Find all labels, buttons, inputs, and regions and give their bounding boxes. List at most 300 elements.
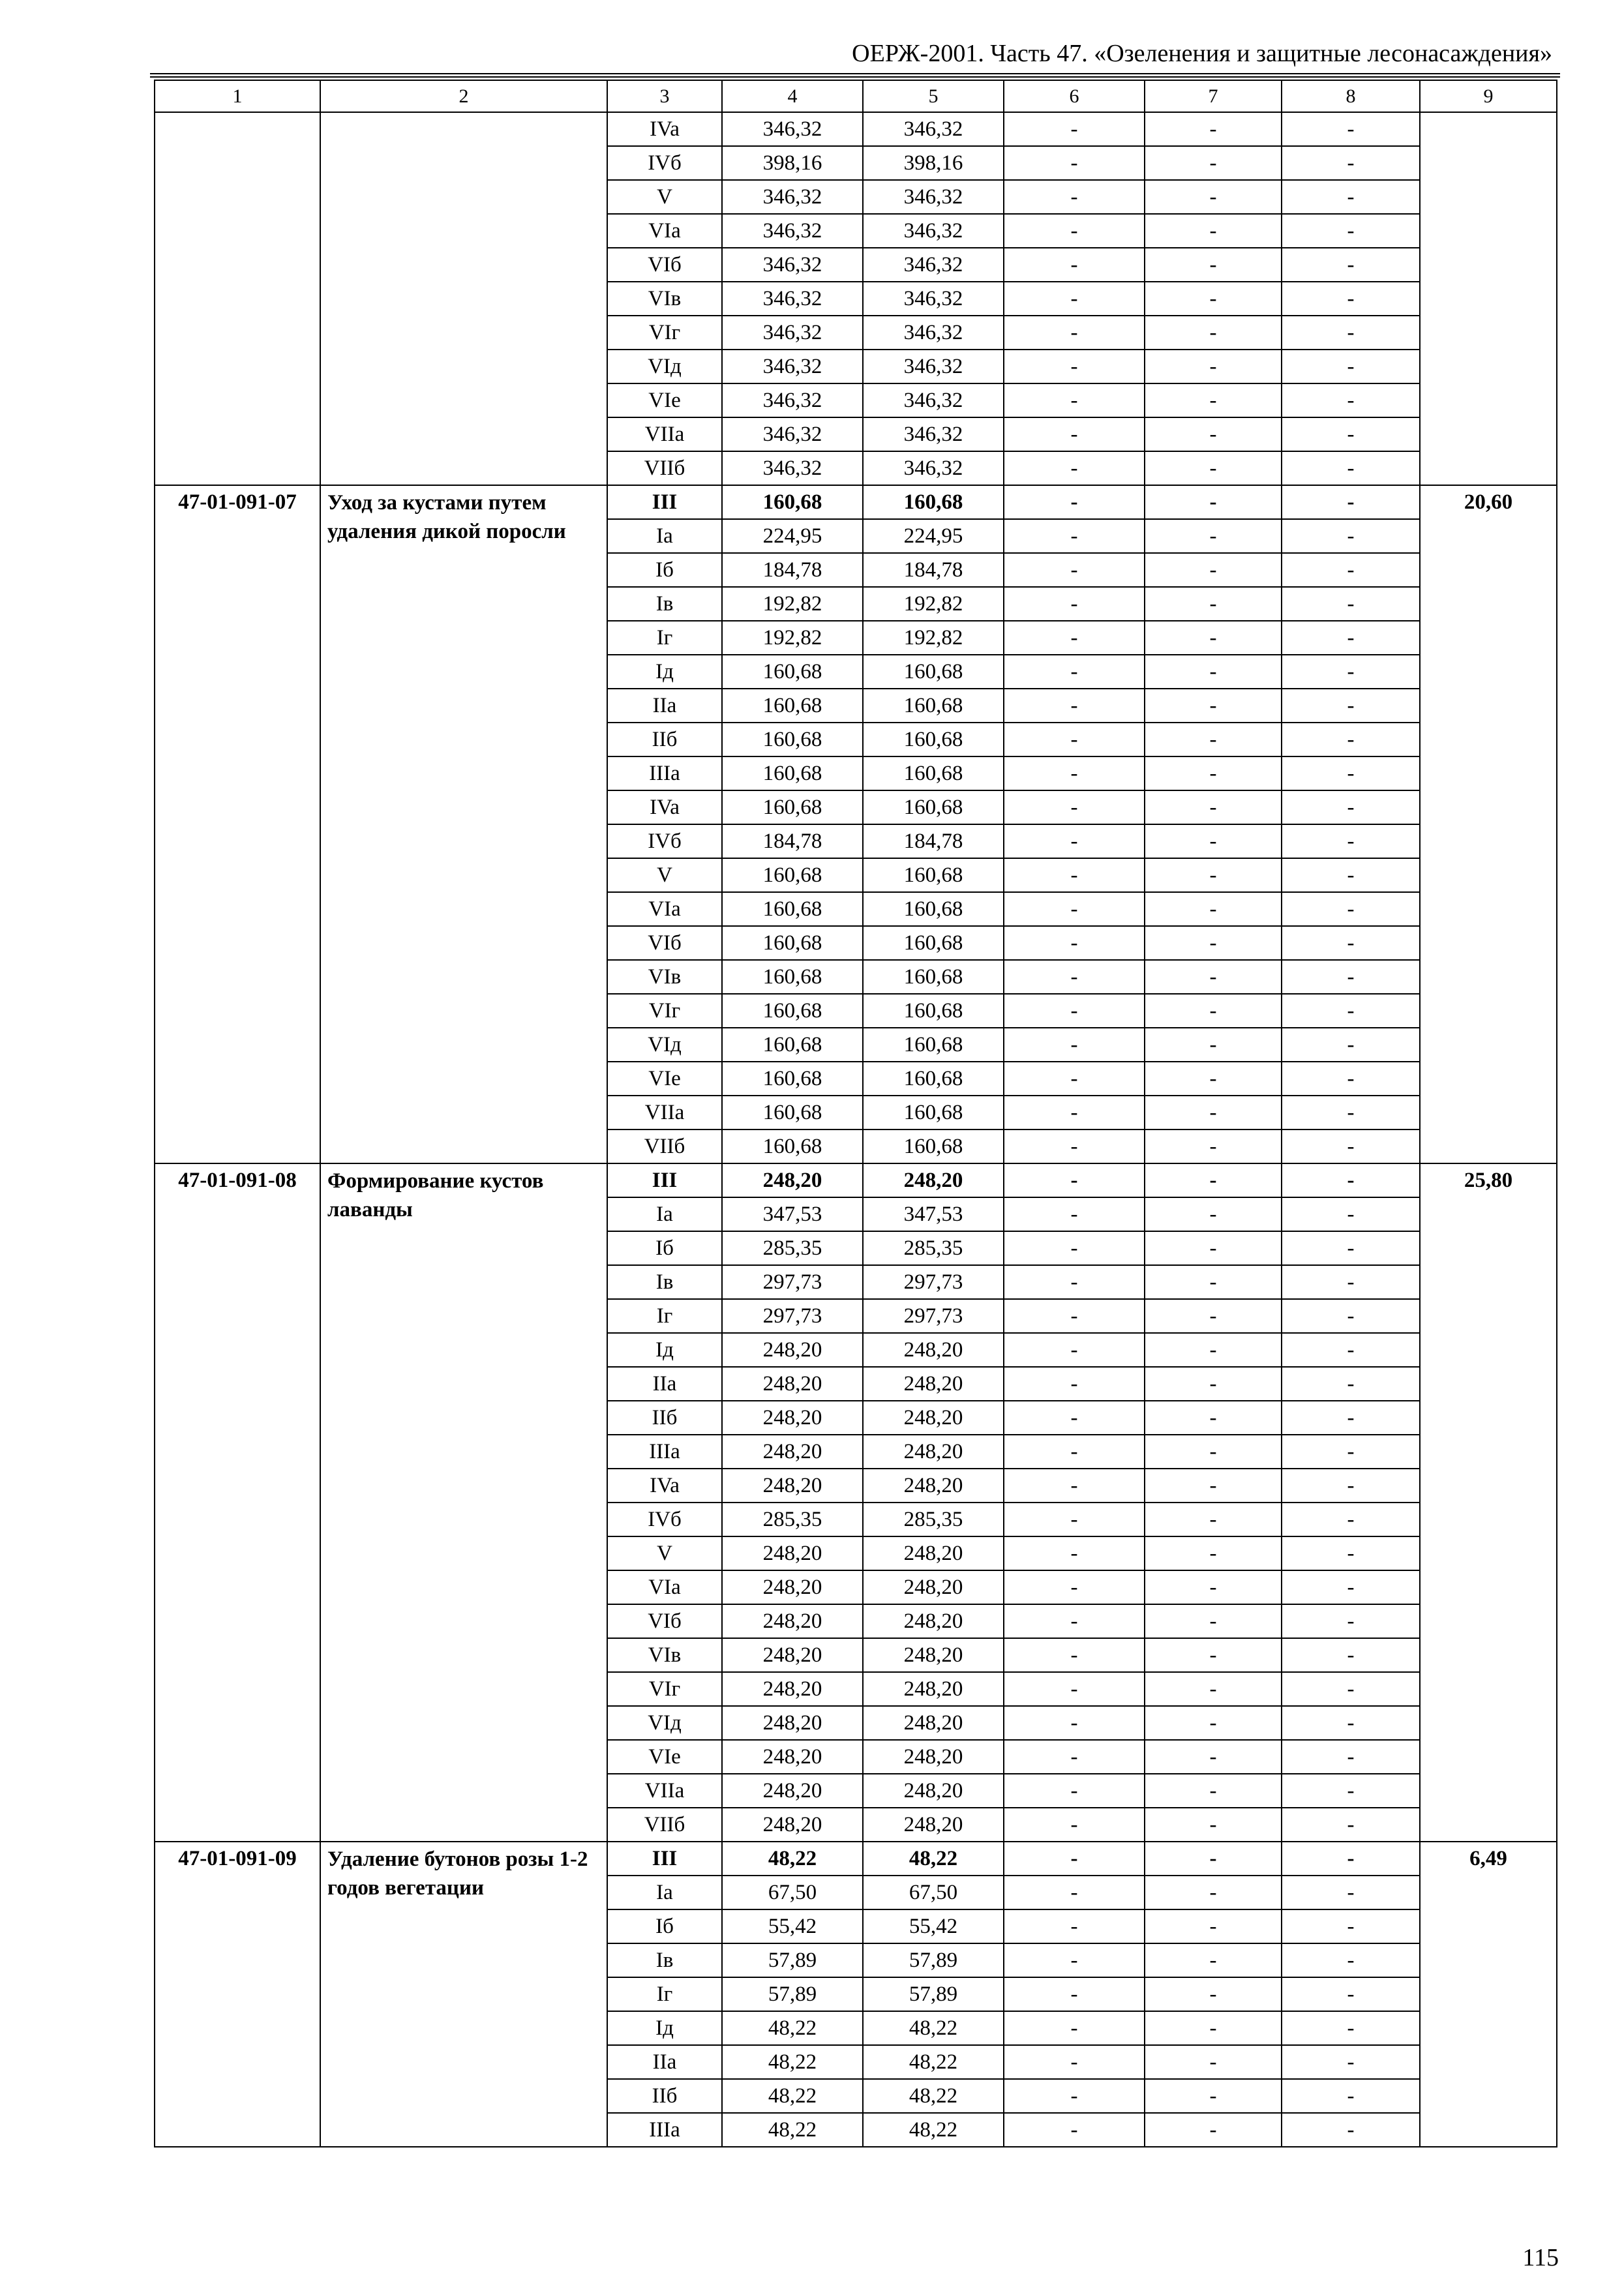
machine-cell: - bbox=[1004, 1672, 1145, 1706]
wage-cell: 160,68 bbox=[863, 994, 1004, 1028]
cost-cell: 248,20 bbox=[722, 1401, 863, 1435]
wage-cell: 248,20 bbox=[863, 1401, 1004, 1435]
materials-cell: - bbox=[1282, 2011, 1420, 2045]
cost-cell: 160,68 bbox=[722, 485, 863, 519]
materials-cell: - bbox=[1282, 350, 1420, 383]
cost-cell: 347,53 bbox=[722, 1197, 863, 1231]
materials-cell: - bbox=[1282, 858, 1420, 892]
zone-cell: Ia bbox=[607, 1876, 722, 1909]
machine-cell: - bbox=[1004, 2079, 1145, 2113]
wage-cell: 160,68 bbox=[863, 1028, 1004, 1062]
driver-wage-cell: - bbox=[1145, 1265, 1282, 1299]
materials-cell: - bbox=[1282, 1401, 1420, 1435]
materials-cell: - bbox=[1282, 2113, 1420, 2147]
wage-cell: 48,22 bbox=[863, 2079, 1004, 2113]
driver-wage-cell: - bbox=[1145, 1909, 1282, 1943]
wage-cell: 248,20 bbox=[863, 1672, 1004, 1706]
table-row bbox=[155, 1842, 1557, 1876]
materials-cell: - bbox=[1282, 1570, 1420, 1604]
driver-wage-cell: - bbox=[1145, 1774, 1282, 1808]
driver-wage-cell: - bbox=[1145, 1570, 1282, 1604]
driver-wage-cell: - bbox=[1145, 1706, 1282, 1740]
zone-cell: IVб bbox=[607, 824, 722, 858]
driver-wage-cell: - bbox=[1145, 1469, 1282, 1503]
name-cell bbox=[320, 112, 607, 485]
wage-cell: 48,22 bbox=[863, 2011, 1004, 2045]
cost-cell: 160,68 bbox=[722, 790, 863, 824]
materials-cell: - bbox=[1282, 1028, 1420, 1062]
wage-cell: 347,53 bbox=[863, 1197, 1004, 1231]
column-number: 2 bbox=[320, 80, 607, 112]
wage-cell: 160,68 bbox=[863, 858, 1004, 892]
machine-cell: - bbox=[1004, 1876, 1145, 1909]
code-cell: 47-01-091-09 bbox=[155, 1842, 320, 2147]
materials-cell: - bbox=[1282, 316, 1420, 350]
cost-cell: 160,68 bbox=[722, 960, 863, 994]
cost-cell: 48,22 bbox=[722, 2113, 863, 2147]
zone-cell: V bbox=[607, 1536, 722, 1570]
zone-cell: VIIa bbox=[607, 1774, 722, 1808]
zone-cell: Iв bbox=[607, 1943, 722, 1977]
wage-cell: 57,89 bbox=[863, 1943, 1004, 1977]
driver-wage-cell: - bbox=[1145, 350, 1282, 383]
cost-cell: 224,95 bbox=[722, 519, 863, 553]
cost-cell: 248,20 bbox=[722, 1536, 863, 1570]
cost-cell: 55,42 bbox=[722, 1909, 863, 1943]
driver-wage-cell: - bbox=[1145, 621, 1282, 655]
wage-cell: 297,73 bbox=[863, 1265, 1004, 1299]
wage-cell: 346,32 bbox=[863, 417, 1004, 451]
machine-cell: - bbox=[1004, 316, 1145, 350]
wage-cell: 57,89 bbox=[863, 1977, 1004, 2011]
wage-cell: 224,95 bbox=[863, 519, 1004, 553]
column-number: 6 bbox=[1004, 80, 1145, 112]
materials-cell: - bbox=[1282, 180, 1420, 214]
machine-cell: - bbox=[1004, 519, 1145, 553]
cost-cell: 184,78 bbox=[722, 824, 863, 858]
cost-cell: 160,68 bbox=[722, 1130, 863, 1163]
zone-cell: Iв bbox=[607, 1265, 722, 1299]
materials-cell: - bbox=[1282, 756, 1420, 790]
zone-cell: VIe bbox=[607, 1062, 722, 1096]
zone-cell: Iб bbox=[607, 1909, 722, 1943]
wage-cell: 285,35 bbox=[863, 1503, 1004, 1536]
machine-cell: - bbox=[1004, 1570, 1145, 1604]
labor-cell: 6,49 bbox=[1420, 1842, 1557, 2147]
cost-cell: 248,20 bbox=[722, 1163, 863, 1197]
materials-cell: - bbox=[1282, 383, 1420, 417]
wage-cell: 248,20 bbox=[863, 1706, 1004, 1740]
cost-cell: 192,82 bbox=[722, 621, 863, 655]
zone-cell: Ia bbox=[607, 519, 722, 553]
cost-cell: 184,78 bbox=[722, 553, 863, 587]
wage-cell: 248,20 bbox=[863, 1536, 1004, 1570]
zone-cell: V bbox=[607, 180, 722, 214]
driver-wage-cell: - bbox=[1145, 655, 1282, 689]
materials-cell: - bbox=[1282, 519, 1420, 553]
labor-cell bbox=[1420, 112, 1557, 485]
labor-cell: 20,60 bbox=[1420, 485, 1557, 1163]
wage-cell: 346,32 bbox=[863, 383, 1004, 417]
driver-wage-cell: - bbox=[1145, 1367, 1282, 1401]
zone-cell: IIa bbox=[607, 689, 722, 723]
machine-cell: - bbox=[1004, 451, 1145, 485]
driver-wage-cell: - bbox=[1145, 2113, 1282, 2147]
cost-cell: 248,20 bbox=[722, 1706, 863, 1740]
zone-cell: IVa bbox=[607, 1469, 722, 1503]
zone-cell: IIa bbox=[607, 2045, 722, 2079]
cost-cell: 160,68 bbox=[722, 723, 863, 756]
materials-cell: - bbox=[1282, 451, 1420, 485]
materials-cell: - bbox=[1282, 621, 1420, 655]
wage-cell: 248,20 bbox=[863, 1163, 1004, 1197]
materials-cell: - bbox=[1282, 282, 1420, 316]
materials-cell: - bbox=[1282, 723, 1420, 756]
zone-cell: VIд bbox=[607, 1706, 722, 1740]
machine-cell: - bbox=[1004, 1536, 1145, 1570]
driver-wage-cell: - bbox=[1145, 1808, 1282, 1842]
wage-cell: 192,82 bbox=[863, 587, 1004, 621]
machine-cell: - bbox=[1004, 1774, 1145, 1808]
driver-wage-cell: - bbox=[1145, 1231, 1282, 1265]
machine-cell: - bbox=[1004, 180, 1145, 214]
column-number: 5 bbox=[863, 80, 1004, 112]
wage-cell: 160,68 bbox=[863, 790, 1004, 824]
driver-wage-cell: - bbox=[1145, 689, 1282, 723]
name-cell: Уход за кустами путем удаления дикой поросли bbox=[320, 485, 607, 1163]
machine-cell: - bbox=[1004, 553, 1145, 587]
driver-wage-cell: - bbox=[1145, 1096, 1282, 1130]
machine-cell: - bbox=[1004, 1503, 1145, 1536]
zone-cell: IIб bbox=[607, 723, 722, 756]
driver-wage-cell: - bbox=[1145, 1197, 1282, 1231]
machine-cell: - bbox=[1004, 1740, 1145, 1774]
wage-cell: 160,68 bbox=[863, 1130, 1004, 1163]
driver-wage-cell: - bbox=[1145, 2011, 1282, 2045]
materials-cell: - bbox=[1282, 1265, 1420, 1299]
machine-cell: - bbox=[1004, 723, 1145, 756]
driver-wage-cell: - bbox=[1145, 1435, 1282, 1469]
wage-cell: 160,68 bbox=[863, 485, 1004, 519]
wage-cell: 248,20 bbox=[863, 1638, 1004, 1672]
zone-cell: VIIб bbox=[607, 1808, 722, 1842]
zone-cell: VIб bbox=[607, 248, 722, 282]
cost-cell: 297,73 bbox=[722, 1265, 863, 1299]
driver-wage-cell: - bbox=[1145, 1943, 1282, 1977]
page-number: 115 bbox=[1522, 2244, 1559, 2271]
machine-cell: - bbox=[1004, 248, 1145, 282]
zone-cell: IVa bbox=[607, 112, 722, 146]
zone-cell: VIe bbox=[607, 1740, 722, 1774]
materials-cell: - bbox=[1282, 1096, 1420, 1130]
driver-wage-cell: - bbox=[1145, 180, 1282, 214]
machine-cell: - bbox=[1004, 1808, 1145, 1842]
machine-cell: - bbox=[1004, 1706, 1145, 1740]
driver-wage-cell: - bbox=[1145, 316, 1282, 350]
wage-cell: 346,32 bbox=[863, 180, 1004, 214]
zone-cell: Iб bbox=[607, 1231, 722, 1265]
cost-cell: 57,89 bbox=[722, 1943, 863, 1977]
materials-cell: - bbox=[1282, 1536, 1420, 1570]
wage-cell: 248,20 bbox=[863, 1808, 1004, 1842]
materials-cell: - bbox=[1282, 1197, 1420, 1231]
wage-cell: 248,20 bbox=[863, 1570, 1004, 1604]
table-row bbox=[155, 485, 1557, 519]
materials-cell: - bbox=[1282, 926, 1420, 960]
wage-cell: 248,20 bbox=[863, 1435, 1004, 1469]
wage-cell: 160,68 bbox=[863, 1062, 1004, 1096]
cost-cell: 346,32 bbox=[722, 417, 863, 451]
wage-cell: 346,32 bbox=[863, 350, 1004, 383]
wage-cell: 48,22 bbox=[863, 2113, 1004, 2147]
cost-cell: 346,32 bbox=[722, 180, 863, 214]
machine-cell: - bbox=[1004, 1842, 1145, 1876]
driver-wage-cell: - bbox=[1145, 1740, 1282, 1774]
machine-cell: - bbox=[1004, 485, 1145, 519]
machine-cell: - bbox=[1004, 1028, 1145, 1062]
machine-cell: - bbox=[1004, 994, 1145, 1028]
driver-wage-cell: - bbox=[1145, 790, 1282, 824]
table-body bbox=[155, 80, 1557, 2147]
cost-cell: 248,20 bbox=[722, 1808, 863, 1842]
materials-cell: - bbox=[1282, 2079, 1420, 2113]
materials-cell: - bbox=[1282, 689, 1420, 723]
materials-cell: - bbox=[1282, 1435, 1420, 1469]
machine-cell: - bbox=[1004, 1265, 1145, 1299]
materials-cell: - bbox=[1282, 417, 1420, 451]
materials-cell: - bbox=[1282, 1062, 1420, 1096]
materials-cell: - bbox=[1282, 214, 1420, 248]
machine-cell: - bbox=[1004, 1163, 1145, 1197]
driver-wage-cell: - bbox=[1145, 1536, 1282, 1570]
driver-wage-cell: - bbox=[1145, 858, 1282, 892]
materials-cell: - bbox=[1282, 1231, 1420, 1265]
cost-cell: 346,32 bbox=[722, 316, 863, 350]
wage-cell: 248,20 bbox=[863, 1469, 1004, 1503]
driver-wage-cell: - bbox=[1145, 1299, 1282, 1333]
zone-cell: VIa bbox=[607, 214, 722, 248]
materials-cell: - bbox=[1282, 1130, 1420, 1163]
zone-cell: IIa bbox=[607, 1367, 722, 1401]
name-cell: Формирование кустов лаванды bbox=[320, 1163, 607, 1842]
machine-cell: - bbox=[1004, 756, 1145, 790]
wage-cell: 346,32 bbox=[863, 112, 1004, 146]
driver-wage-cell: - bbox=[1145, 994, 1282, 1028]
driver-wage-cell: - bbox=[1145, 1876, 1282, 1909]
zone-cell: Iв bbox=[607, 587, 722, 621]
driver-wage-cell: - bbox=[1145, 2079, 1282, 2113]
wage-cell: 160,68 bbox=[863, 689, 1004, 723]
driver-wage-cell: - bbox=[1145, 1401, 1282, 1435]
wage-cell: 398,16 bbox=[863, 146, 1004, 180]
cost-cell: 48,22 bbox=[722, 2079, 863, 2113]
driver-wage-cell: - bbox=[1145, 553, 1282, 587]
machine-cell: - bbox=[1004, 1909, 1145, 1943]
cost-cell: 48,22 bbox=[722, 2011, 863, 2045]
name-cell: Удаление бутонов розы 1-2 годов вегетации bbox=[320, 1842, 607, 2147]
materials-cell: - bbox=[1282, 1367, 1420, 1401]
zone-cell: VIг bbox=[607, 994, 722, 1028]
machine-cell: - bbox=[1004, 824, 1145, 858]
zone-cell: VIд bbox=[607, 350, 722, 383]
wage-cell: 184,78 bbox=[863, 553, 1004, 587]
machine-cell: - bbox=[1004, 1130, 1145, 1163]
zone-cell: VIд bbox=[607, 1028, 722, 1062]
cost-cell: 160,68 bbox=[722, 1096, 863, 1130]
cost-cell: 57,89 bbox=[722, 1977, 863, 2011]
driver-wage-cell: - bbox=[1145, 519, 1282, 553]
wage-cell: 248,20 bbox=[863, 1367, 1004, 1401]
driver-wage-cell: - bbox=[1145, 451, 1282, 485]
zone-cell: Iд bbox=[607, 655, 722, 689]
zone-cell: VIг bbox=[607, 1672, 722, 1706]
cost-cell: 248,20 bbox=[722, 1672, 863, 1706]
wage-cell: 55,42 bbox=[863, 1909, 1004, 1943]
wage-cell: 248,20 bbox=[863, 1604, 1004, 1638]
cost-cell: 48,22 bbox=[722, 1842, 863, 1876]
zone-cell: Iд bbox=[607, 2011, 722, 2045]
zone-cell: IIIa bbox=[607, 2113, 722, 2147]
driver-wage-cell: - bbox=[1145, 892, 1282, 926]
column-number: 8 bbox=[1282, 80, 1420, 112]
column-number: 9 bbox=[1420, 80, 1557, 112]
machine-cell: - bbox=[1004, 587, 1145, 621]
materials-cell: - bbox=[1282, 1469, 1420, 1503]
cost-cell: 160,68 bbox=[722, 926, 863, 960]
machine-cell: - bbox=[1004, 1977, 1145, 2011]
zone-cell: VIe bbox=[607, 383, 722, 417]
column-number: 7 bbox=[1145, 80, 1282, 112]
zone-cell: IVa bbox=[607, 790, 722, 824]
zone-cell: III bbox=[607, 1842, 722, 1876]
wage-cell: 248,20 bbox=[863, 1774, 1004, 1808]
cost-cell: 248,20 bbox=[722, 1740, 863, 1774]
machine-cell: - bbox=[1004, 1096, 1145, 1130]
machine-cell: - bbox=[1004, 1435, 1145, 1469]
cost-cell: 248,20 bbox=[722, 1333, 863, 1367]
materials-cell: - bbox=[1282, 892, 1420, 926]
driver-wage-cell: - bbox=[1145, 485, 1282, 519]
zone-cell: VIa bbox=[607, 892, 722, 926]
driver-wage-cell: - bbox=[1145, 1503, 1282, 1536]
driver-wage-cell: - bbox=[1145, 1604, 1282, 1638]
materials-cell: - bbox=[1282, 824, 1420, 858]
zone-cell: Iг bbox=[607, 1299, 722, 1333]
driver-wage-cell: - bbox=[1145, 1672, 1282, 1706]
zone-cell: VIIб bbox=[607, 451, 722, 485]
materials-cell: - bbox=[1282, 1163, 1420, 1197]
materials-cell: - bbox=[1282, 587, 1420, 621]
zone-cell: IIб bbox=[607, 1401, 722, 1435]
machine-cell: - bbox=[1004, 146, 1145, 180]
zone-cell: IIIa bbox=[607, 1435, 722, 1469]
zone-cell: III bbox=[607, 485, 722, 519]
materials-cell: - bbox=[1282, 1740, 1420, 1774]
cost-cell: 248,20 bbox=[722, 1570, 863, 1604]
materials-cell: - bbox=[1282, 1943, 1420, 1977]
zone-cell: IIIa bbox=[607, 756, 722, 790]
wage-cell: 346,32 bbox=[863, 248, 1004, 282]
cost-cell: 346,32 bbox=[722, 248, 863, 282]
wage-cell: 160,68 bbox=[863, 892, 1004, 926]
rates-table bbox=[154, 80, 1557, 2147]
zone-cell: IVб bbox=[607, 1503, 722, 1536]
cost-cell: 248,20 bbox=[722, 1774, 863, 1808]
machine-cell: - bbox=[1004, 350, 1145, 383]
zone-cell: VIб bbox=[607, 1604, 722, 1638]
zone-cell: VIв bbox=[607, 282, 722, 316]
machine-cell: - bbox=[1004, 1299, 1145, 1333]
machine-cell: - bbox=[1004, 926, 1145, 960]
machine-cell: - bbox=[1004, 1197, 1145, 1231]
materials-cell: - bbox=[1282, 112, 1420, 146]
column-number: 3 bbox=[607, 80, 722, 112]
wage-cell: 346,32 bbox=[863, 451, 1004, 485]
driver-wage-cell: - bbox=[1145, 1842, 1282, 1876]
cost-cell: 160,68 bbox=[722, 858, 863, 892]
cost-cell: 160,68 bbox=[722, 1028, 863, 1062]
zone-cell: VIб bbox=[607, 926, 722, 960]
wage-cell: 248,20 bbox=[863, 1333, 1004, 1367]
cost-cell: 248,20 bbox=[722, 1604, 863, 1638]
materials-cell: - bbox=[1282, 1333, 1420, 1367]
cost-cell: 285,35 bbox=[722, 1231, 863, 1265]
cost-cell: 346,32 bbox=[722, 214, 863, 248]
machine-cell: - bbox=[1004, 858, 1145, 892]
materials-cell: - bbox=[1282, 1638, 1420, 1672]
materials-cell: - bbox=[1282, 1977, 1420, 2011]
driver-wage-cell: - bbox=[1145, 1333, 1282, 1367]
materials-cell: - bbox=[1282, 1808, 1420, 1842]
wage-cell: 48,22 bbox=[863, 1842, 1004, 1876]
cost-cell: 248,20 bbox=[722, 1367, 863, 1401]
materials-cell: - bbox=[1282, 655, 1420, 689]
zone-cell: V bbox=[607, 858, 722, 892]
machine-cell: - bbox=[1004, 1604, 1145, 1638]
driver-wage-cell: - bbox=[1145, 587, 1282, 621]
materials-cell: - bbox=[1282, 1706, 1420, 1740]
cost-cell: 160,68 bbox=[722, 1062, 863, 1096]
machine-cell: - bbox=[1004, 689, 1145, 723]
wage-cell: 160,68 bbox=[863, 723, 1004, 756]
cost-cell: 160,68 bbox=[722, 689, 863, 723]
driver-wage-cell: - bbox=[1145, 926, 1282, 960]
zone-cell: IIб bbox=[607, 2079, 722, 2113]
machine-cell: - bbox=[1004, 2011, 1145, 2045]
driver-wage-cell: - bbox=[1145, 1638, 1282, 1672]
zone-cell: VIa bbox=[607, 1570, 722, 1604]
materials-cell: - bbox=[1282, 790, 1420, 824]
table-row bbox=[155, 112, 1557, 146]
machine-cell: - bbox=[1004, 1469, 1145, 1503]
materials-cell: - bbox=[1282, 1503, 1420, 1536]
wage-cell: 184,78 bbox=[863, 824, 1004, 858]
cost-cell: 248,20 bbox=[722, 1469, 863, 1503]
driver-wage-cell: - bbox=[1145, 2045, 1282, 2079]
materials-cell: - bbox=[1282, 1299, 1420, 1333]
machine-cell: - bbox=[1004, 1401, 1145, 1435]
zone-cell: III bbox=[607, 1163, 722, 1197]
zone-cell: Iд bbox=[607, 1333, 722, 1367]
driver-wage-cell: - bbox=[1145, 112, 1282, 146]
wage-cell: 160,68 bbox=[863, 756, 1004, 790]
driver-wage-cell: - bbox=[1145, 960, 1282, 994]
machine-cell: - bbox=[1004, 790, 1145, 824]
driver-wage-cell: - bbox=[1145, 214, 1282, 248]
driver-wage-cell: - bbox=[1145, 1977, 1282, 2011]
driver-wage-cell: - bbox=[1145, 1062, 1282, 1096]
cost-cell: 67,50 bbox=[722, 1876, 863, 1909]
